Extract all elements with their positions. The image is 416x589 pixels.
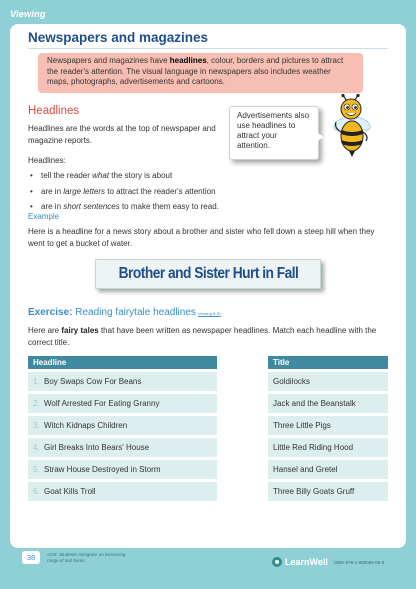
title-table xyxy=(268,356,388,501)
list-item-text: are in xyxy=(41,186,64,196)
table-row: Hansel and Gretel xyxy=(268,460,388,479)
table-row xyxy=(28,416,217,435)
publisher-logo xyxy=(272,557,328,567)
table-row xyxy=(28,460,217,479)
row-number: 6. xyxy=(33,487,40,496)
intro-bold-word: headlines xyxy=(169,56,207,65)
tip-callout: Advertisements also use headlines to attract your attention. xyxy=(229,106,319,160)
title-divider xyxy=(28,48,388,49)
row-number: 5. xyxy=(33,465,40,474)
headlines-definition: Headlines are the words at the top of newspaper and magazine reports. xyxy=(28,124,216,145)
headlines-intro: Headlines: xyxy=(28,156,66,165)
isbn: ISBN 978-1-990065-66-3 xyxy=(334,560,385,565)
title-column-header: Title xyxy=(268,356,388,369)
headline-text: Straw House Destroyed in Storm xyxy=(44,465,161,474)
example-text: Here is a headline for a news story about a brother and sister who fell down a steep hill when they went to get a bucket of water. xyxy=(28,227,375,248)
publisher-logo-icon xyxy=(272,557,282,567)
bee-mascot-icon xyxy=(328,94,374,160)
table-row: Little Red Riding Hood xyxy=(268,438,388,457)
headline-text: Girl Breaks Into Bears' House xyxy=(44,443,150,452)
headline-text: Wolf Arrested For Eating Granny xyxy=(44,399,160,408)
example-label: Example xyxy=(28,212,60,221)
example-headline-banner xyxy=(95,259,321,289)
aoe-note: AOE: Students recognise an increasing range of text forms. xyxy=(47,552,126,563)
table-row xyxy=(28,372,217,391)
page-number: 38 xyxy=(22,551,40,564)
headlines-heading: Headlines xyxy=(28,105,80,117)
headline-text: Goat Kills Troll xyxy=(44,487,96,496)
exercise-title: Reading fairytale headlines xyxy=(72,307,196,318)
intro-text-start: Newspapers and magazines have xyxy=(47,56,170,65)
callout-pointer xyxy=(316,132,324,142)
exercise-instructions-bold: fairy tales xyxy=(61,326,99,335)
list-item-text: tell the reader xyxy=(41,171,93,180)
exercise-label: Exercise: xyxy=(28,307,73,318)
list-item xyxy=(30,168,219,184)
list-item-emphasis: what xyxy=(92,171,110,180)
table-row xyxy=(28,394,217,413)
headline-text: Boy Swaps Cow For Beans xyxy=(44,377,142,386)
headline-text: Witch Kidnaps Children xyxy=(44,421,128,430)
table-row: Goldilocks xyxy=(268,372,388,391)
list-item-emphasis: short sentences xyxy=(63,202,120,211)
exercise-instructions-end: that have been written as newspaper headlines. Match each headline with the correct title. xyxy=(28,326,377,347)
exercise-instructions-start: Here are xyxy=(28,326,62,335)
headline-table xyxy=(28,356,217,501)
row-number: 2. xyxy=(33,399,40,408)
exercise-instructions xyxy=(28,325,388,349)
list-item-text: are in xyxy=(41,202,64,211)
publisher-name: LearnWell xyxy=(285,557,328,567)
list-item-text: the story is about xyxy=(109,171,173,180)
list-item xyxy=(30,184,219,200)
list-item-text: to attract the reader's attention xyxy=(105,186,216,196)
exercise-tag-link[interactable]: Viewing & ID xyxy=(197,311,221,316)
table-row xyxy=(28,482,217,501)
example-headline: Brother and Sister Hurt in Fall xyxy=(118,265,298,282)
section-label: Viewing xyxy=(10,9,46,20)
list-item-emphasis: large letters xyxy=(63,186,106,196)
page-title: Newspapers and magazines xyxy=(28,30,209,45)
headline-column-header: Headline xyxy=(28,356,217,369)
headline-features-list xyxy=(30,168,219,215)
row-number: 3. xyxy=(33,421,40,430)
intro-box xyxy=(38,53,363,93)
row-number: 1. xyxy=(33,377,40,386)
table-row xyxy=(28,438,217,457)
row-number: 4. xyxy=(33,443,40,452)
table-row: Jack and the Beanstalk xyxy=(268,394,388,413)
exercise-heading xyxy=(28,307,221,318)
intro-text-end: , colour, borders and pictures to attract the reader's attention. The visual language in newspapers also includes weather maps, photographs, advertisements and cartoons. xyxy=(47,56,344,86)
list-item-text: to make them easy to read. xyxy=(119,202,219,211)
table-row: Three Billy Goats Gruff xyxy=(268,482,388,501)
table-row: Three Little Pigs xyxy=(268,416,388,435)
